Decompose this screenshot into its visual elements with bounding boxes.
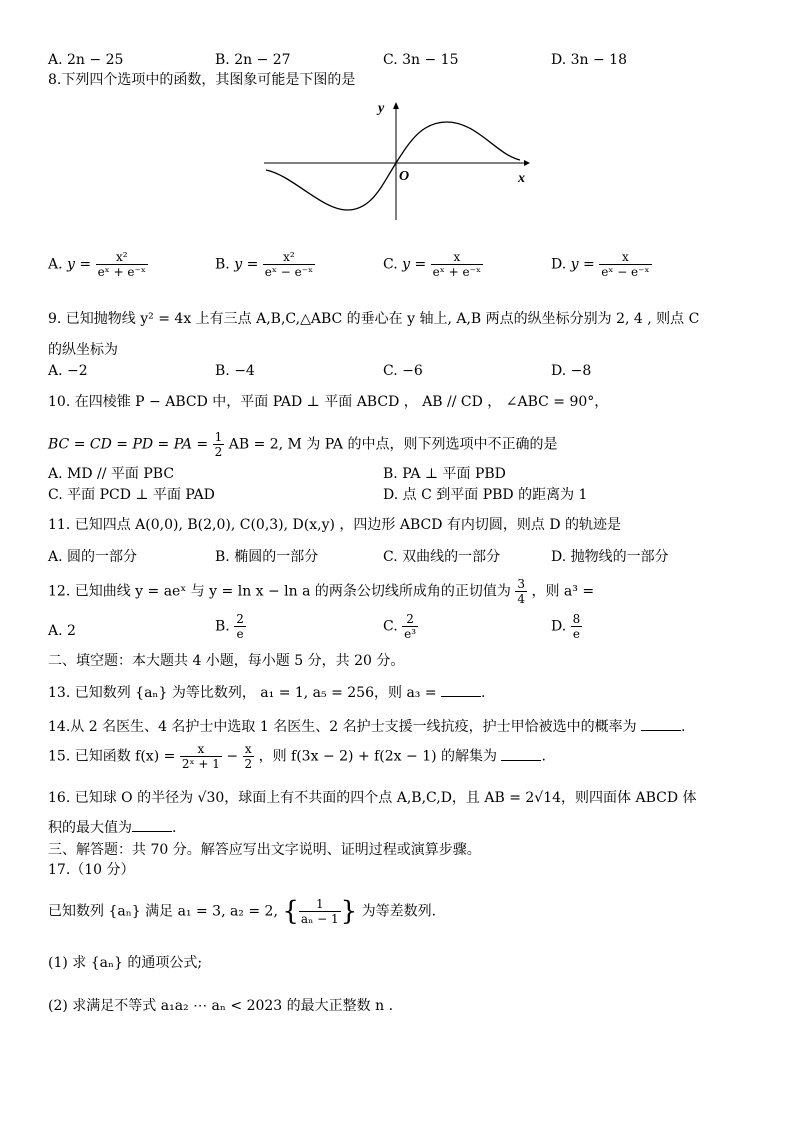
q11-option-b: B. 椭圆的一部分: [215, 549, 319, 565]
q15-fraction-2: $\frac{x}{2}$: [244, 742, 253, 771]
q11-option-d: D. 抛物线的一部分: [551, 549, 669, 565]
q8-option-b: B. y = $\frac{\text{x²}}{\text{eˣ − e⁻ˣ}}$: [215, 250, 314, 279]
q8-option-a: A. y = $\frac{\text{x²}}{\text{eˣ + e⁻ˣ}}$: [48, 250, 146, 279]
q12-option-c: C. $\frac{2}{\text{e³}}$: [383, 612, 417, 641]
q11-option-c: C. 双曲线的一部分: [383, 549, 501, 565]
q10-option-b: B. PA ⊥ 平面 PBD: [383, 466, 506, 482]
q14-question: 14.从 2 名医生、4 名护士中选取 1 名医生、2 名护士支援一线抗疫，护士甲恰被选中的概率为 .: [48, 716, 686, 737]
q15-fraction-1: $\frac{x}{\text{2ˣ + 1}}$: [181, 742, 220, 771]
q14-answer-blank[interactable]: [641, 716, 681, 731]
q9-option-a: A. −2: [48, 363, 88, 379]
q16-question-line1: 16. 已知球 O 的半径为 √30，球面上有不共面的四个点 A,B,C,D，且 AB = 2√14，则四面体 ABCD 体: [48, 790, 697, 806]
q8-option-b-fraction: $\frac{\text{x²}}{\text{eˣ − e⁻ˣ}}$: [264, 250, 314, 279]
y-axis-label: y: [378, 101, 385, 116]
section-3-heading: 三、解答题：共 70 分。解答应写出文字说明、证明过程或演算步骤。: [48, 842, 481, 858]
q8-function-graph: [262, 100, 532, 225]
q17-header: 17.（10 分）: [48, 862, 135, 878]
q15-question: 15. 已知函数 f(x) = $\frac{x}{\text{2ˣ + 1}}$ − $\frac{x}{2}$ ，则 f(3x − 2) + f(2x − 1) 的解集为 .: [48, 742, 546, 771]
q10-option-a: A. MD // 平面 PBC: [48, 466, 175, 482]
x-axis-label: x: [518, 171, 525, 186]
q17-part-2: (2) 求满足不等式 a₁a₂ ⋯ aₙ < 2023 的最大正整数 n .: [48, 998, 394, 1014]
origin-label: O: [399, 169, 410, 184]
section-2-heading: 二、填空题：本大题共 4 小题，每小题 5 分，共 20 分。: [48, 653, 405, 669]
q10-option-c: C. 平面 PCD ⊥ 平面 PAD: [48, 487, 215, 503]
q12-option-b: B. $\frac{2}{e}$: [215, 612, 244, 641]
q8-option-a-fraction: $\frac{\text{x²}}{\text{eˣ + e⁻ˣ}}$: [97, 250, 146, 279]
q12-option-a: A. 2: [48, 623, 76, 639]
q15-answer-blank[interactable]: [501, 746, 541, 761]
y-axis-arrow: [393, 102, 399, 109]
q10-question-line2: BC = CD = PD = PA = $\frac{1}{2}$ AB = 2, M 为 PA 的中点，则下列选项中不正确的是: [48, 430, 558, 459]
q8-question: 8.下列四个选项中的函数，其图象可能是下图的是: [48, 72, 356, 88]
q17-part-1: (1) 求 {aₙ} 的通项公式;: [48, 955, 203, 971]
q17-fraction: $\frac{1}{\text{aₙ − 1}}$: [300, 897, 339, 926]
q10-option-d: D. 点 C 到平面 PBD 的距离为 1: [383, 487, 588, 503]
q7-option-a: A. 2n − 25: [48, 52, 124, 68]
q17-statement: 已知数列 {aₙ} 满足 a₁ = 3, a₂ = 2, { $\frac{1}{\text{aₙ − 1}}$ } 为等差数列.: [48, 896, 437, 927]
q11-option-a: A. 圆的一部分: [48, 549, 138, 565]
q8-option-c: C. y = $\frac{x}{\text{eˣ + e⁻ˣ}}$: [383, 250, 482, 279]
q13-answer-blank[interactable]: [441, 682, 481, 697]
q11-question: 11. 已知四点 A(0,0), B(2,0), C(0,3), D(x,y) ，四边形 ABCD 有内切圆，则点 D 的轨迹是: [48, 517, 622, 533]
q7-option-b: B. 2n − 27: [215, 52, 291, 68]
q13-question: 13. 已知数列 {aₙ} 为等比数列， a₁ = 1, a₅ = 256，则 a₃ = .: [48, 682, 486, 703]
q8-option-d-fraction: $\frac{x}{\text{eˣ − e⁻ˣ}}$: [601, 250, 650, 279]
q12-question: 12. 已知曲线 y = aeˣ 与 y = ln x − ln a 的两条公切线所成角的正切值为 $\frac{3}{4}$ ，则 a³ =: [48, 577, 595, 606]
q8-option-c-fraction: $\frac{x}{\text{eˣ + e⁻ˣ}}$: [432, 250, 482, 279]
q7-option-d: D. 3n − 18: [551, 52, 627, 68]
function-curve: [266, 122, 520, 210]
q10-question-line1: 10. 在四棱锥 P − ABCD 中，平面 PAD ⊥ 平面 ABCD ， AB // CD ， ∠ABC = 90°，: [48, 394, 609, 410]
q9-option-d: D. −8: [551, 363, 592, 379]
q10-half-fraction: $\frac{1}{2}$: [214, 430, 223, 459]
q7-option-c: C. 3n − 15: [383, 52, 459, 68]
q9-question-line2: 的纵坐标为: [48, 342, 118, 358]
q16-answer-blank[interactable]: [132, 817, 172, 832]
q9-option-c: C. −6: [383, 363, 423, 379]
x-axis-arrow: [524, 160, 530, 166]
q9-question-line1: 9. 已知抛物线 y² = 4x 上有三点 A,B,C,△ABC 的垂心在 y 轴上, A,B 两点的纵坐标分别为 2, 4 , 则点 C: [48, 311, 700, 327]
q12-option-d: D. $\frac{8}{e}$: [551, 612, 581, 641]
q9-option-b: B. −4: [215, 363, 255, 379]
q16-question-line2: 积的最大值为 .: [48, 817, 176, 838]
q12-tangent-fraction: $\frac{3}{4}$: [517, 577, 526, 606]
q8-option-d: D. y = $\frac{x}{\text{eˣ − e⁻ˣ}}$: [551, 250, 650, 279]
